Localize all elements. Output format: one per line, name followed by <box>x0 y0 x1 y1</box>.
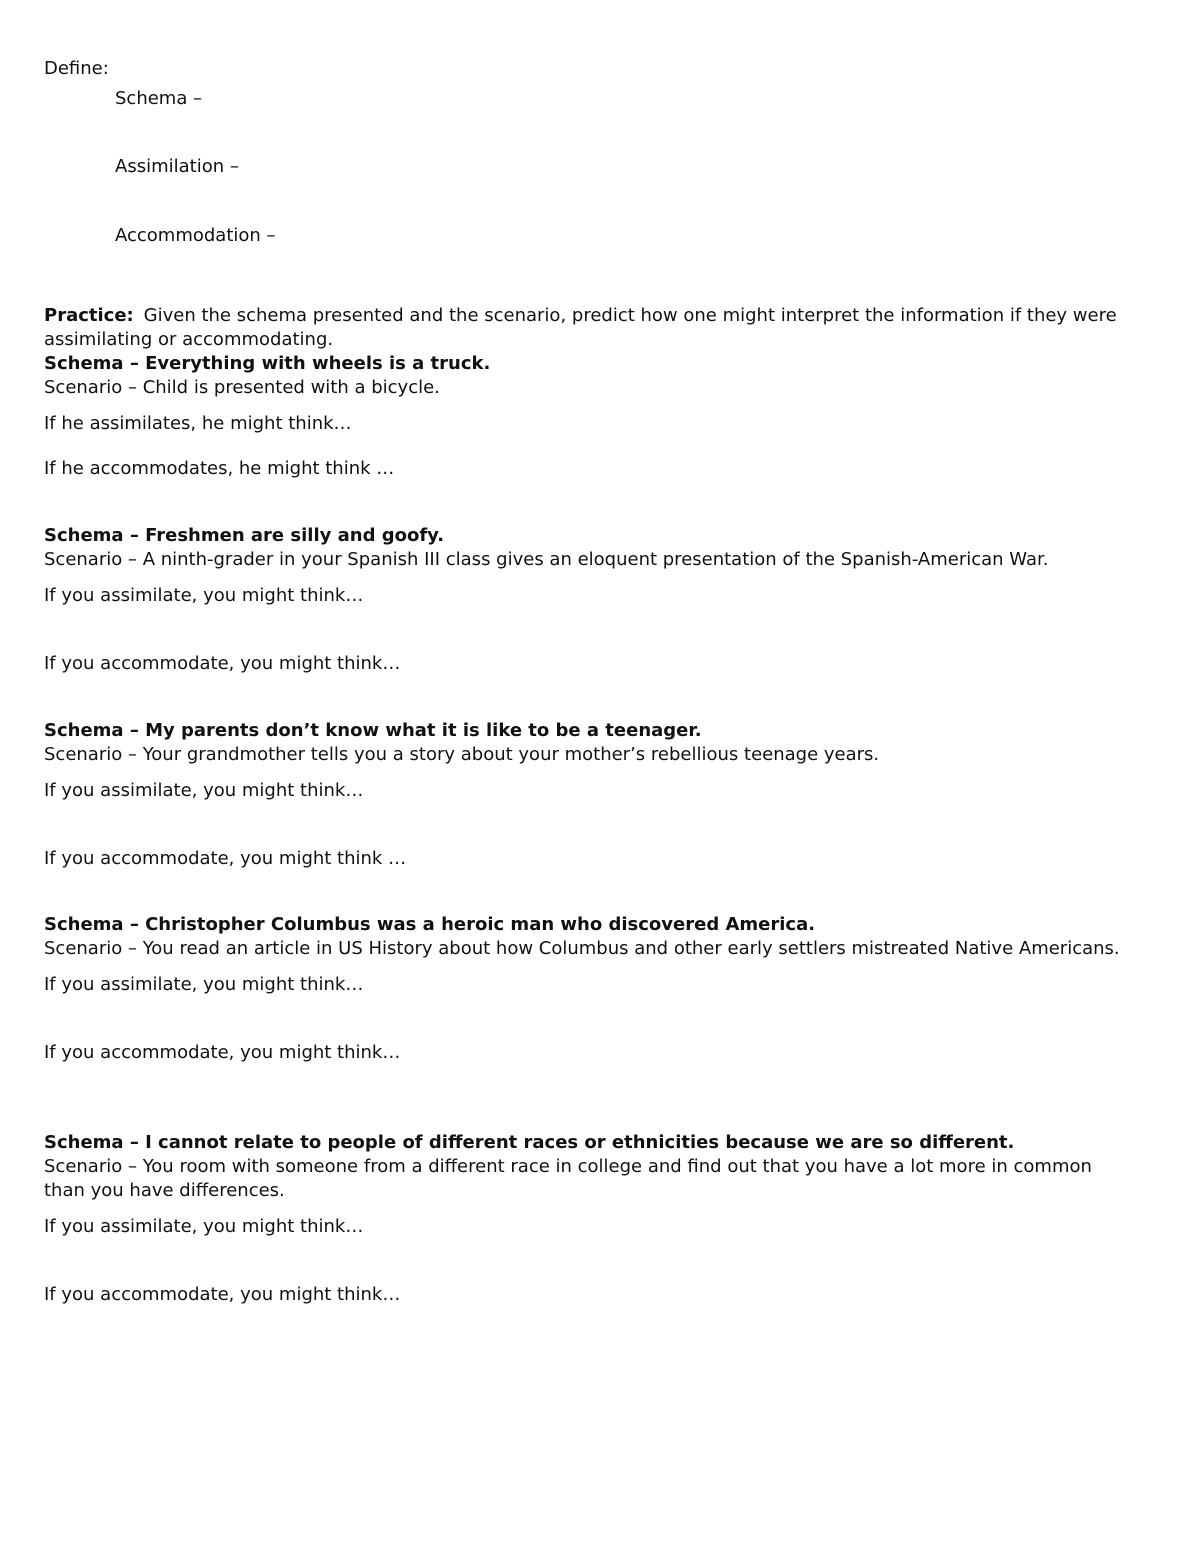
define-heading: Define: <box>44 58 109 79</box>
accommodate-prompt: If you accommodate, you might think… <box>44 653 401 674</box>
exercise-freshmen <box>44 524 1129 676</box>
exercise-scenario: Scenario – Your grandmother tells you a story about your mother’s rebellious teenage years. <box>44 744 880 765</box>
accommodate-prompt: If you accommodate, you might think… <box>44 1284 401 1305</box>
assimilate-prompt: If he assimilates, he might think… <box>44 413 352 434</box>
assimilate-prompt: If you assimilate, you might think… <box>44 780 364 801</box>
practice-label: Practice: <box>44 305 134 326</box>
exercise-wheels-truck <box>44 352 1129 481</box>
define-term-accommodation: Accommodation – <box>115 225 276 246</box>
exercise-schema: Schema – Christopher Columbus was a heroic man who discovered America. <box>44 914 816 935</box>
accommodate-prompt: If he accommodates, he might think … <box>44 458 395 479</box>
exercise-scenario: Scenario – A ninth-grader in your Spanish III class gives an eloquent presentation of the Spanish-American War. <box>44 549 1049 570</box>
practice-text: Given the schema presented and the scenario, predict how one might interpret the information if they were assimilating or accommodating. <box>44 305 1117 350</box>
exercise-columbus <box>44 913 1129 1065</box>
exercise-schema: Schema – My parents don’t know what it is like to be a teenager. <box>44 720 702 741</box>
exercise-scenario: Scenario – You read an article in US History about how Columbus and other early settlers mistreated Native Americans. <box>44 938 1120 959</box>
assimilate-prompt: If you assimilate, you might think… <box>44 974 364 995</box>
assimilate-prompt: If you assimilate, you might think… <box>44 585 364 606</box>
practice-instructions <box>44 304 1129 352</box>
exercise-scenario: Scenario – You room with someone from a different race in college and find out that you have a lot more in common than you have differences. <box>44 1156 1092 1201</box>
define-term-assimilation: Assimilation – <box>115 156 239 177</box>
accommodate-prompt: If you accommodate, you might think … <box>44 848 407 869</box>
define-term-schema: Schema – <box>115 88 203 109</box>
assimilate-prompt: If you assimilate, you might think… <box>44 1216 364 1237</box>
accommodate-prompt: If you accommodate, you might think… <box>44 1042 401 1063</box>
exercise-parents-teenager <box>44 719 1129 871</box>
exercise-scenario: Scenario – Child is presented with a bicycle. <box>44 377 440 398</box>
exercise-schema: Schema – Everything with wheels is a truck. <box>44 353 491 374</box>
exercise-schema: Schema – Freshmen are silly and goofy. <box>44 525 445 546</box>
exercise-different-races <box>44 1131 1129 1307</box>
exercise-schema: Schema – I cannot relate to people of different races or ethnicities because we are so different. <box>44 1132 1015 1153</box>
